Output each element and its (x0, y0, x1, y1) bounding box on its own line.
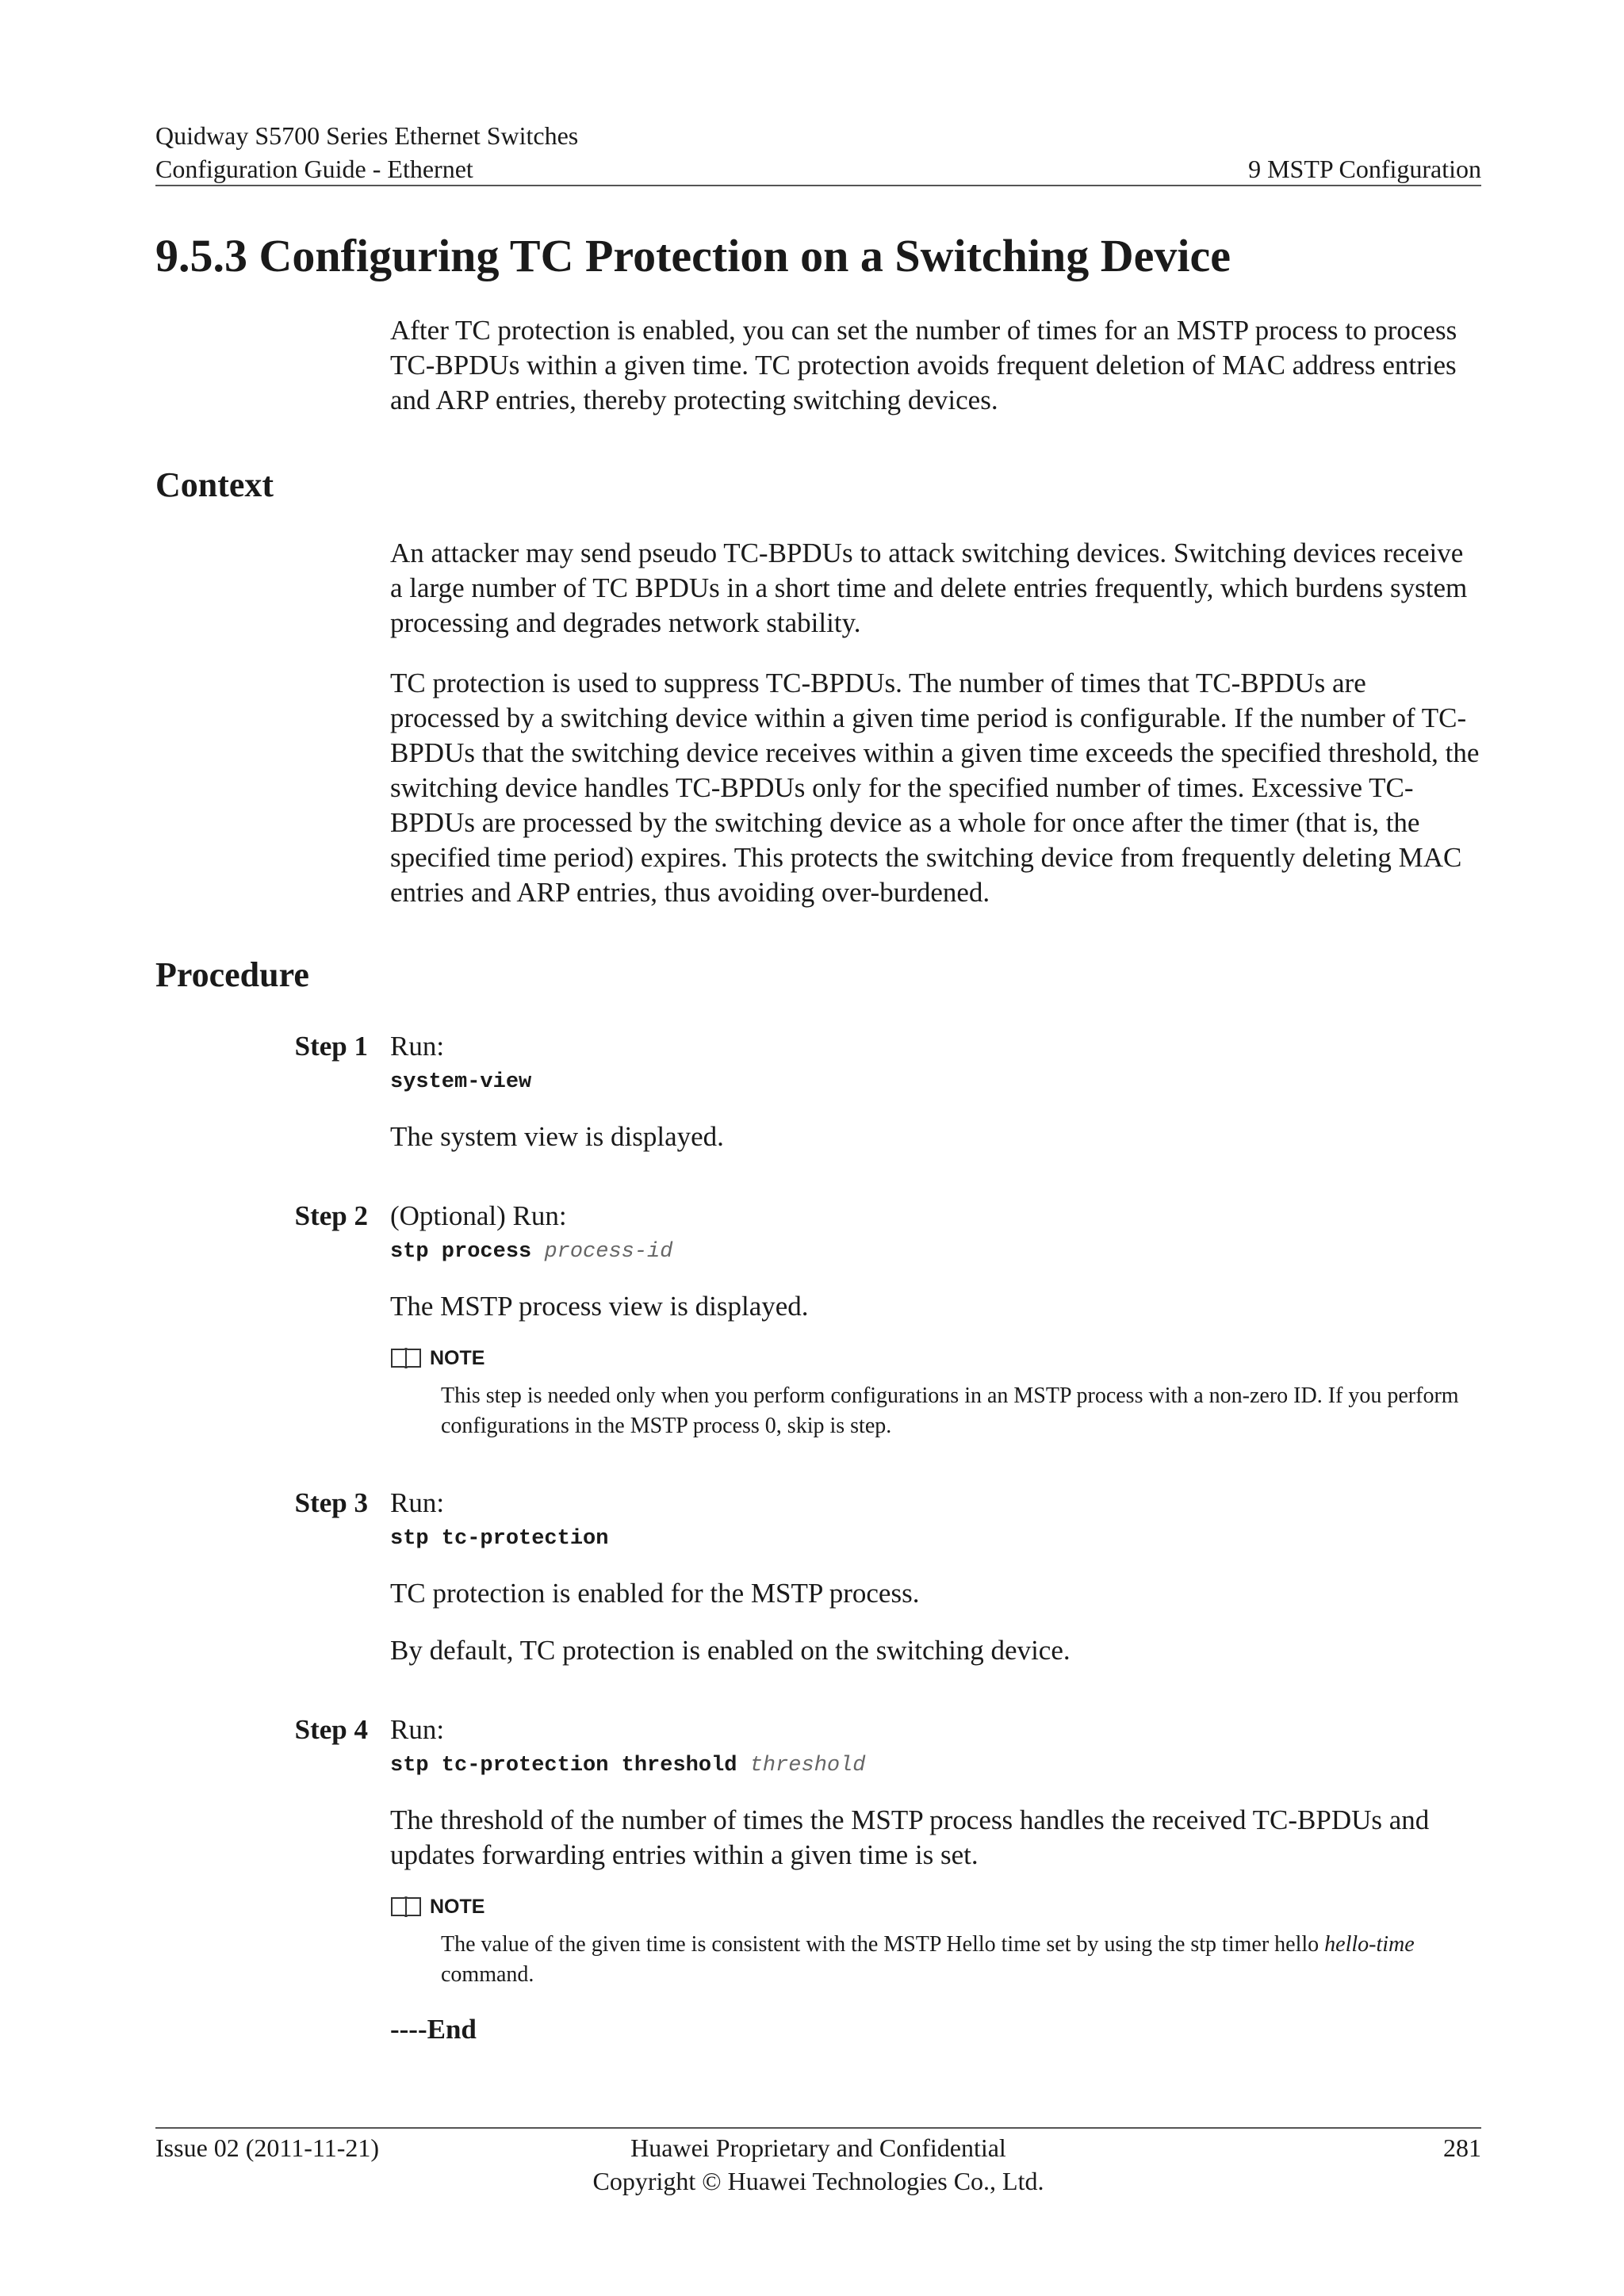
section-title: 9.5.3 Configuring TC Protection on a Switching Device (155, 230, 1231, 281)
header-product: Quidway S5700 Series Ethernet Switches (155, 121, 579, 150)
note-box (390, 1346, 1481, 1441)
section-intro (390, 313, 1481, 443)
step-description: By default, TC protection is enabled on the switching device. (390, 1635, 1071, 1666)
footer-divider (155, 2127, 1481, 2129)
procedure-heading: Procedure (155, 955, 309, 994)
footer-page-number: 281 (1443, 2133, 1481, 2162)
page-header (155, 119, 1481, 186)
step-3 (155, 1486, 1481, 1690)
context-body (390, 536, 1481, 936)
command-keyword: system-view (390, 1070, 532, 1094)
book-icon (390, 1346, 422, 1370)
command (390, 1237, 1481, 1267)
step-description: The MSTP process view is displayed. (390, 1291, 809, 1322)
context-heading: Context (155, 465, 274, 504)
header-divider (155, 185, 1481, 186)
step-run: Run: (390, 1031, 445, 1062)
command-argument: threshold (749, 1754, 866, 1777)
step-run: Run: (390, 1487, 445, 1518)
note-text (441, 1930, 1481, 1990)
note-text-end: command. (441, 1962, 534, 1987)
note-text-start: The value of the given time is consistent with the MSTP Hello time set by using the stp timer hello (441, 1932, 1325, 1957)
note-text: This step is needed only when you perform configurations in an MSTP process with a non-zero ID. If you perform configurations in the MSTP process 0, skip is step. (441, 1383, 1459, 1438)
command-keyword: stp tc-protection (390, 1527, 609, 1551)
step-description: The system view is displayed. (390, 1121, 724, 1152)
command-keyword: stp process (390, 1240, 532, 1264)
step-description: The threshold of the number of times the MSTP process handles the received TC-BPDUs and updates forwarding entries within a given time is set. (390, 1804, 1430, 1870)
intro-paragraph: After TC protection is enabled, you can set the number of times for an MSTP process to process TC-BPDUs within a given time. TC protection avoids frequent deletion of MAC address entries and ARP entries, thereby protecting switching devices. (390, 315, 1457, 415)
step-label: Step 4 (294, 1714, 368, 1745)
step-label: Step 2 (294, 1200, 368, 1231)
command (390, 1751, 1481, 1781)
footer-copyright: Copyright © Huawei Technologies Co., Ltd. (592, 2167, 1044, 2195)
header-chapter: 9 MSTP Configuration (1248, 155, 1481, 183)
context-paragraph: An attacker may send pseudo TC-BPDUs to attack switching devices. Switching devices receive a large number of TC BPDUs in a short time and delete entries frequently, which burdens system processing and degrades network stability. (390, 538, 1468, 638)
command-argument: process-id (544, 1240, 673, 1264)
step-2 (155, 1199, 1481, 1464)
note-label: NOTE (430, 1895, 485, 1918)
note-label: NOTE (430, 1346, 485, 1369)
command (390, 1524, 1481, 1554)
note-argument: hello-time (1324, 1932, 1415, 1957)
header-guide: Configuration Guide - Ethernet (155, 155, 473, 183)
footer-proprietary: Huawei Proprietary and Confidential (630, 2133, 1006, 2162)
step-run: Run: (390, 1714, 445, 1745)
step-1 (155, 1029, 1481, 1177)
step-4 (155, 1712, 1481, 2047)
procedure-steps (155, 1029, 1481, 2069)
step-description: TC protection is enabled for the MSTP process. (390, 1578, 920, 1609)
step-label: Step 1 (294, 1031, 368, 1062)
procedure-end: ----End (390, 2014, 477, 2045)
step-label: Step 3 (294, 1487, 368, 1518)
page-footer (155, 2131, 1481, 2195)
note-box (390, 1895, 1481, 1990)
command-keyword: stp tc-protection threshold (390, 1754, 737, 1777)
footer-issue: Issue 02 (2011-11-21) (155, 2133, 380, 2162)
book-icon (390, 1895, 422, 1919)
command (390, 1067, 1481, 1097)
step-run: (Optional) Run: (390, 1200, 567, 1231)
context-paragraph: TC protection is used to suppress TC-BPDUs. The number of times that TC-BPDUs are processed by a switching device within a given time period is configurable. If the number of TC-BPDUs that the switching device receives within a given time exceeds the specified threshold, the switching device handles TC-BPDUs only for the specified number of times. Excessive TC-BPDUs are processed by the switching device as a whole for once after the timer (that is, the specified time period) expires. This protects the switching device from frequently deleting MAC entries and ARP entries, thus avoiding over-burdened. (390, 668, 1480, 908)
